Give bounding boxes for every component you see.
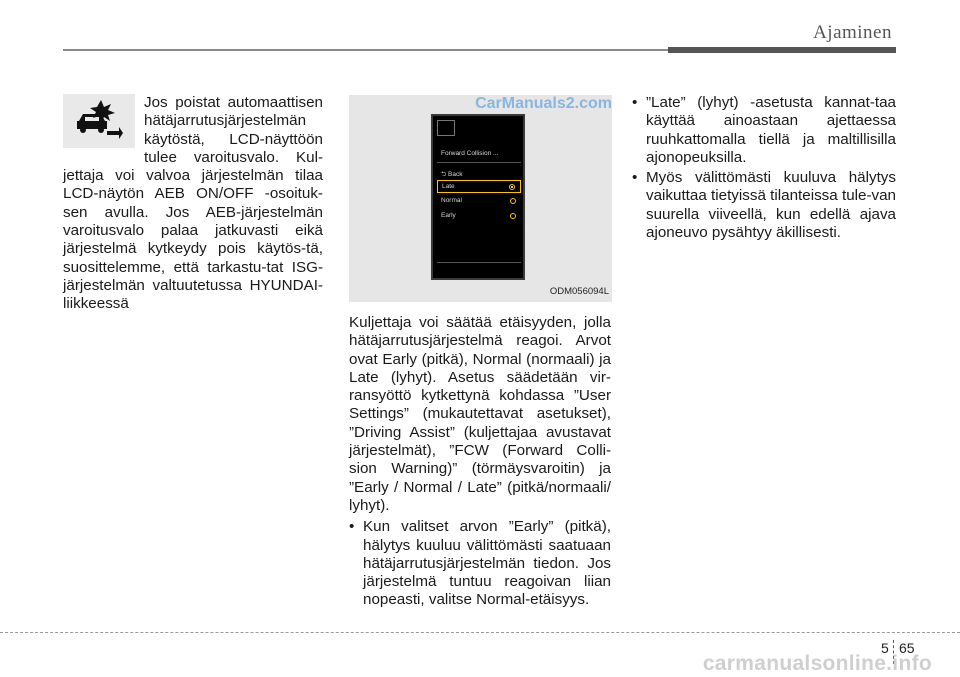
- screen-menu-box: [437, 120, 455, 136]
- chapter-title: Ajaminen: [813, 22, 892, 43]
- column-left: [63, 94, 323, 314]
- lcd-settings-figure: [349, 95, 612, 302]
- column-right: [632, 94, 896, 242]
- screen-option-early: Early: [437, 210, 521, 223]
- radio-empty-icon: [510, 213, 516, 219]
- radio-checked-icon: [509, 184, 515, 190]
- aeb-off-warning-icon: [63, 94, 135, 148]
- header-bar: [668, 47, 896, 53]
- site-watermark: carmanualsonline.info: [702, 652, 932, 675]
- screen-option-normal: Normal: [437, 195, 521, 208]
- figure-code: ODM056094L: [549, 286, 609, 297]
- header-rule: [63, 49, 668, 51]
- figure-watermark: CarManuals2.com: [475, 95, 612, 112]
- screen-divider: [437, 162, 521, 163]
- screen-back-item: ⮌ Back: [441, 171, 463, 178]
- footer-rule: [0, 632, 960, 633]
- page-number: 65: [899, 640, 915, 656]
- screen-option-late: Late: [437, 180, 521, 193]
- screen-divider-bottom: [437, 262, 521, 263]
- bullet-delay: • Myös välittömästi kuuluva hälytys vaikuttaa tietyissä tilanteissa tule-van suurella viiveellä, kun edellä ajava ajoneuvo pysähtyy äkillisesti.: [632, 169, 896, 242]
- bullet-early: • Kun valitset arvon ”Early” (pitkä), hälytys kuuluu välittömästi saatuaan hätäjarrutusjärjestelmän tiedon. Jos järjestelmä tuntuu reagoivan liian nopeasti, valitse Normal-etäisyys.: [349, 518, 611, 609]
- screen-title: Forward Collision ...: [441, 150, 499, 157]
- bullet-list-middle: [349, 518, 611, 609]
- radio-empty-icon: [510, 198, 516, 204]
- bullet-list-right: [632, 94, 896, 242]
- bullet-late: • ”Late” (lyhyt) -asetusta kannat-taa käyttää ainoastaan ajettaessa ruuhkattomalla tiellä ja maltillisilla ajonopeuksilla.: [632, 94, 896, 167]
- column-middle: [349, 314, 611, 610]
- section-number: 5: [881, 640, 889, 656]
- paragraph-distance-setting: Kuljettaja voi säätää etäisyyden, jolla hätäjarrutusjärjestelmä reagoi. Arvot ovat Early (pitkä), Normal (normaali) ja Late (lyhyt). Asetus säädetään vir-ransyöttö kytkettynä kohdassa ”User Settings” (mukautettavat asetukset), ”Driving Assist” (kuljettajaa avustavat järjestelmät), ”FCW (Forward Colli-sion Warning)” (törmäysvaroitin) ja ”Early / Normal / Late” (pitkä/normaali/ lyhyt).: [349, 314, 611, 514]
- paragraph-aeb-off: Jos poistat automaattisen hätäjarrutusjärjestelmän käytöstä, LCD-näyttöön tulee varoitusvalo. Kul-jettaja voi valvoa järjestelmän tilaa LCD-näytön AEB ON/OFF -osoituk-sen avulla. Jos AEB-järjestelmän varoitusvalo palaa jatkuvasti eikä järjestelmä kytkeydy pois käytös-tä, suosittelemme, että tarkastu-tat ISG-järjestelmän valtuutetussa HYUNDAI-liikkeessä: [63, 94, 323, 313]
- lcd-screen: [431, 114, 525, 280]
